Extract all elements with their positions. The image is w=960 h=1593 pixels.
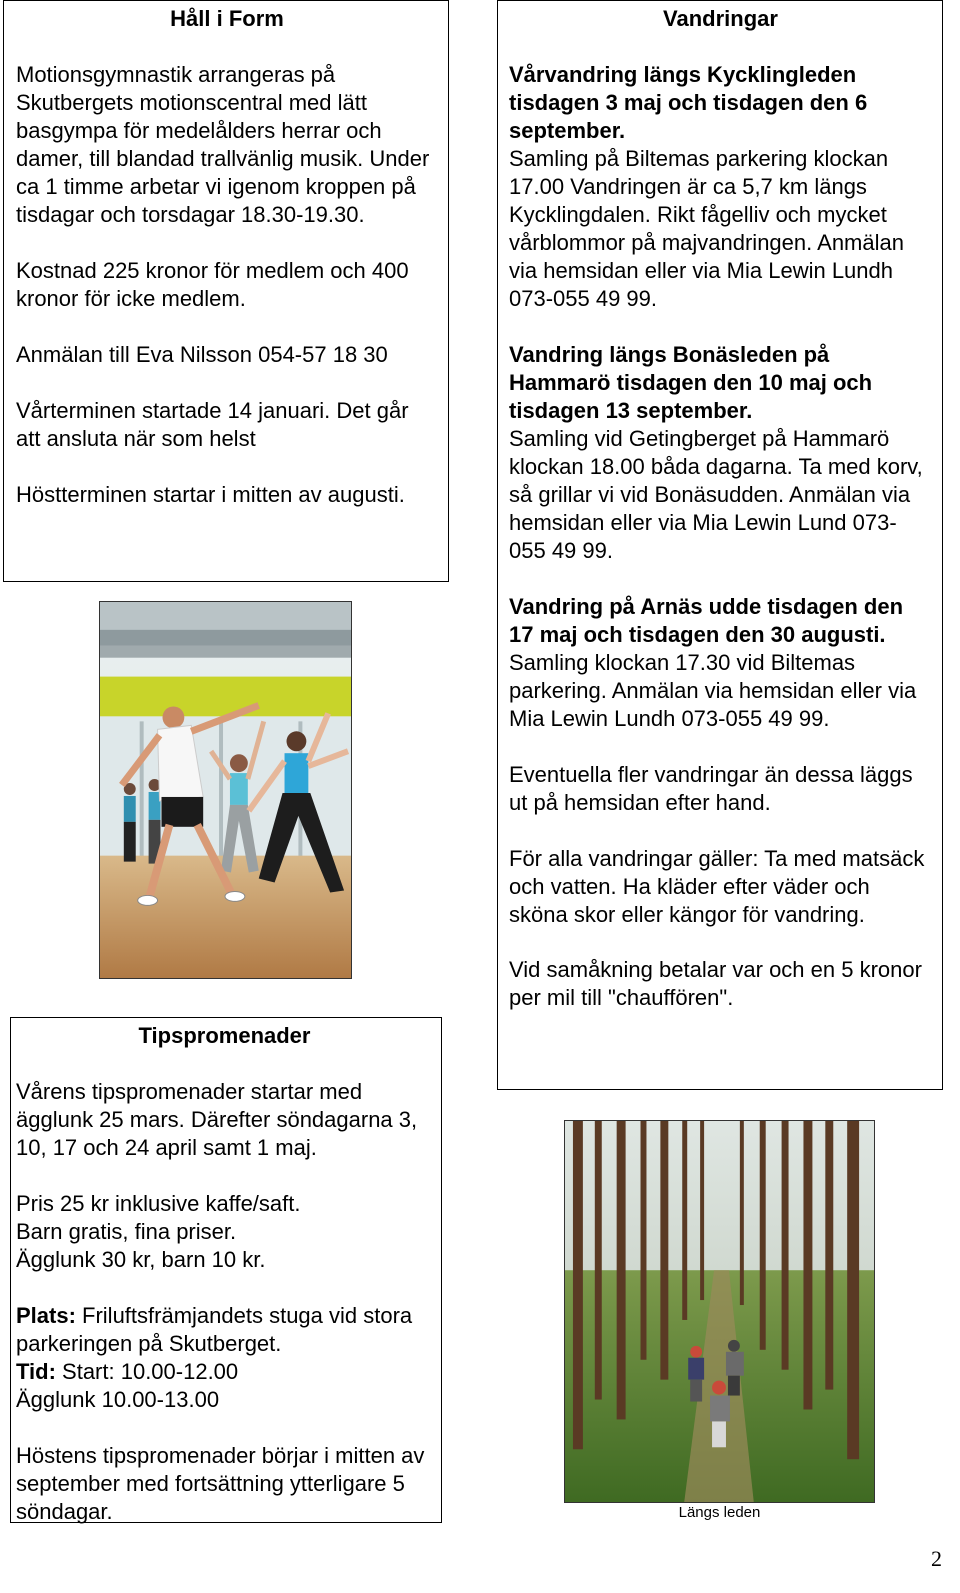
tips-place-text: Friluftsfrämjandets stuga vid stora parkeringen på Skutberget. xyxy=(16,1303,413,1356)
gym-illustration xyxy=(100,602,351,978)
hall-i-form-spring-term: Vårterminen startade 14 januari. Det går att ansluta när som helst xyxy=(16,398,409,451)
vandringar-title: Vandringar xyxy=(663,6,778,31)
forest-photo xyxy=(564,1120,875,1503)
tips-price-2: Barn gratis, fina priser. xyxy=(16,1219,237,1244)
tips-price-3: Ägglunk 30 kr, barn 10 kr. xyxy=(16,1247,266,1272)
vandringar-all: För alla vandringar gäller: Ta med matsäck och vatten. Ha kläder efter väder och sköna skor eller kängor för vandring. xyxy=(509,846,925,927)
hall-i-form-box xyxy=(3,0,449,582)
walk1-text: Samling på Biltemas parkering klockan 17.00 Vandringen är ca 5,7 km längs Kycklingdalen. Rikt fågelliv och mycket vårblommor på majvandringen. Anmälan via hemsidan eller via Mia Lewin Lundh 073-055 49 99. xyxy=(509,146,904,311)
vandringar-extra: Eventuella fler vandringar än dessa läggs ut på hemsidan efter hand. xyxy=(509,762,913,815)
hall-i-form-autumn-term: Höstterminen startar i mitten av augusti. xyxy=(16,482,405,507)
tips-time-text: Start: 10.00-12.00 xyxy=(55,1359,239,1384)
tips-autumn: Höstens tipspromenader börjar i mitten av september med fortsättning ytterligare 5 söndagar. xyxy=(16,1443,425,1524)
tips-time-label: Tid: xyxy=(16,1359,56,1384)
gym-photo xyxy=(99,601,352,979)
forest-illustration xyxy=(565,1121,874,1502)
hall-i-form-signup: Anmälan till Eva Nilsson 054-57 18 30 xyxy=(16,342,388,367)
hall-i-form-title: Håll i Form xyxy=(170,6,284,31)
tips-place xyxy=(16,1302,433,1358)
tips-place-label: Plats: xyxy=(16,1303,76,1328)
tipspromenader-title: Tipspromenader xyxy=(138,1023,311,1048)
walk1-heading: Vårvandring längs Kycklingleden tisdagen 3 maj och tisdagen den 6 september. xyxy=(509,62,868,143)
walk3-heading: Vandring på Arnäs udde tisdagen den 17 maj och tisdagen den 30 augusti. xyxy=(509,594,904,647)
walk2-text: Samling vid Getingberget på Hammarö klockan 18.00 båda dagarna. Ta med korv, så grillar vi vid Bonäsudden. Anmälan via hemsidan eller via Mia Lewin Lund 073-055 49 99. xyxy=(509,426,923,563)
vandringar-box xyxy=(497,0,943,1090)
walk2-heading: Vandring längs Bonäsleden på Hammarö tisdagen den 10 maj och tisdagen 13 september. xyxy=(509,342,873,423)
tips-price-1: Pris 25 kr inklusive kaffe/saft. xyxy=(16,1191,301,1216)
forest-photo-caption: Längs leden xyxy=(678,1504,761,1521)
tips-spring: Vårens tipspromenader startar med ägglunk 25 mars. Därefter söndagarna 3, 10, 17 och 24 april samt 1 maj. xyxy=(16,1079,418,1160)
tipspromenader-box xyxy=(10,1017,442,1523)
tips-time-egg: Ägglunk 10.00-13.00 xyxy=(16,1387,220,1412)
page-number: 2 xyxy=(931,1546,942,1571)
hall-i-form-cost: Kostnad 225 kronor för medlem och 400 kronor för icke medlem. xyxy=(16,258,409,311)
vandringar-carpool: Vid samåkning betalar var och en 5 kronor per mil till "chauffören". xyxy=(509,957,922,1010)
walk3-text: Samling klockan 17.30 vid Biltemas parkering. Anmälan via hemsidan eller via Mia Lewin Lundh 073-055 49 99. xyxy=(509,650,917,731)
hall-i-form-intro: Motionsgymnastik arrangeras på Skutbergets motionscentral med lätt basgympa för medelålders herrar och damer, till blandad trallvänlig musik. Under ca 1 timme arbetar vi igenom kroppen på tisdagar och torsdagar 18.30-19.30. xyxy=(16,62,430,227)
tips-time xyxy=(16,1358,433,1386)
